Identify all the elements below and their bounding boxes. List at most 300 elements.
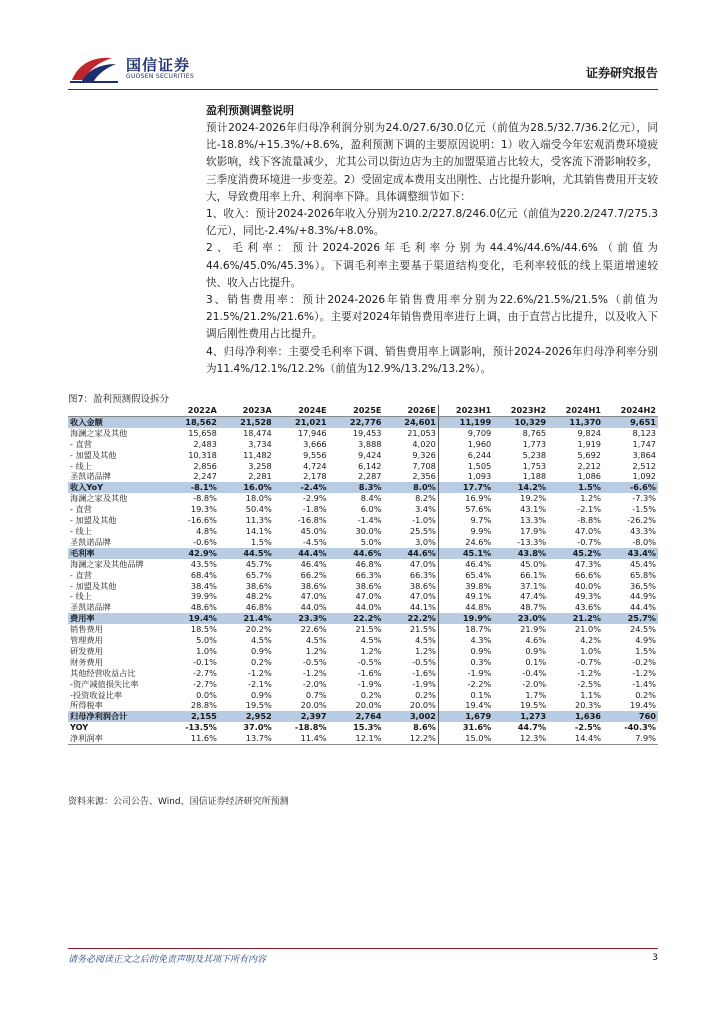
- table-cell: -1.2%: [577, 667, 601, 678]
- table-cell: 0.2%: [635, 689, 656, 700]
- row-label: 研发费用: [70, 645, 103, 656]
- table-cell: 45.4%: [629, 558, 656, 569]
- table-cell: 48.7%: [520, 602, 547, 613]
- table-cell: 68.4%: [190, 569, 217, 580]
- table-cell: -0.5%: [384, 657, 439, 668]
- table-cell: 0.9%: [250, 645, 272, 656]
- table-row: [68, 450, 658, 461]
- table-cell: 2,247: [193, 471, 217, 482]
- table-cell: 10,329: [493, 416, 548, 427]
- table-cell: 14.4%: [548, 733, 603, 744]
- table-cell: 21.4%: [219, 613, 274, 624]
- table-cell: 19.2%: [520, 493, 547, 504]
- table-cell: 2,155: [164, 711, 219, 722]
- table-cell: 18,562: [164, 416, 219, 427]
- table-cell: 47.0%: [300, 591, 327, 602]
- figure-title: 图7：盈利预测假设拆分: [68, 394, 170, 405]
- table-cell: -2.5%: [577, 678, 601, 689]
- table-row: [68, 613, 658, 624]
- table-cell: -2.7%: [193, 678, 217, 689]
- table-cell: -1.2%: [247, 667, 272, 678]
- table-cell: 9.9%: [470, 525, 492, 536]
- column-header: 2022A: [164, 405, 219, 416]
- table-cell: 4.2%: [580, 635, 601, 646]
- row-label: 其他经营收益占比: [70, 667, 136, 678]
- table-cell: 44.9%: [629, 591, 656, 602]
- table-cell: 1.7%: [525, 689, 547, 700]
- table-cell: 7,708: [384, 461, 439, 472]
- table-cell: 18,474: [243, 427, 272, 438]
- table-cell: 20.3%: [574, 700, 601, 711]
- page-number: 3: [652, 953, 658, 963]
- table-cell: 1,093: [467, 471, 492, 482]
- table-cell: -0.1%: [193, 656, 217, 667]
- column-header-label: [68, 405, 164, 416]
- table-cell: 9,824: [577, 427, 601, 438]
- table-cell: 39.9%: [190, 591, 217, 602]
- table-cell: -7.3%: [632, 493, 656, 504]
- table-cell: 21.9%: [520, 624, 547, 635]
- table-row: [68, 471, 658, 482]
- row-label: YOY: [70, 722, 89, 733]
- table-row: [68, 537, 658, 548]
- table-cell: 5.0%: [196, 635, 217, 646]
- table-cell: 49.3%: [574, 591, 601, 602]
- table-row: [68, 624, 658, 635]
- row-label: 销售费用: [70, 624, 103, 635]
- table-cell: 0.9%: [250, 689, 272, 700]
- table-cell: -16.8%: [297, 515, 327, 526]
- table-row: [68, 570, 658, 581]
- table-row: [68, 515, 658, 526]
- table-row: [68, 581, 658, 592]
- table-cell: 16.9%: [465, 493, 492, 504]
- table-cell: 3,258: [248, 460, 272, 471]
- table-row: [68, 548, 658, 559]
- table-cell: 0.3%: [470, 656, 492, 667]
- column-header: 2026E: [384, 405, 439, 416]
- table-cell: 2,281: [248, 471, 272, 482]
- table-cell: 23.0%: [493, 613, 548, 624]
- row-label: 所得税率: [70, 700, 103, 711]
- table-cell: 19.4%: [164, 613, 219, 624]
- row-label: -投资收益比率: [70, 689, 123, 700]
- table-cell: -1.2%: [632, 667, 656, 678]
- table-cell: 4.5%: [250, 635, 272, 646]
- row-label: 费用率: [68, 613, 164, 624]
- table-cell: 47.3%: [574, 558, 601, 569]
- table-cell: 5,692: [577, 449, 601, 460]
- table-cell: 2,287: [358, 471, 382, 482]
- table-cell: 57.6%: [465, 504, 492, 515]
- table-cell: 44.6%: [384, 548, 439, 559]
- row-label: 海澜之家及其他: [70, 427, 128, 438]
- table-cell: 4.9%: [635, 635, 656, 646]
- source-note: 资料来源：公司公告、Wind、国信证券经济研究所预测: [68, 797, 289, 807]
- table-cell: 4,724: [303, 460, 327, 471]
- row-label: 净利润率: [68, 733, 164, 744]
- table-cell: 42.9%: [164, 548, 219, 559]
- table-cell: 1.0%: [580, 645, 601, 656]
- table-cell: 2,952: [219, 711, 274, 722]
- row-label: - 线上: [70, 460, 92, 471]
- table-cell: 14.1%: [245, 525, 272, 536]
- table-cell: 12.3%: [493, 733, 548, 744]
- row-label: 圣凯诺品牌: [70, 471, 111, 482]
- table-cell: 43.5%: [190, 558, 217, 569]
- table-cell: 19.5%: [520, 700, 547, 711]
- table-cell: 21,053: [384, 428, 439, 439]
- table-row: [68, 690, 658, 701]
- table-cell: 4.5%: [305, 635, 327, 646]
- table-cell: 8.6%: [384, 722, 439, 733]
- table-cell: 43.3%: [629, 525, 656, 536]
- table-cell: 6.0%: [360, 504, 382, 515]
- table-row: [68, 635, 658, 646]
- table-cell: 17.9%: [520, 525, 547, 536]
- table-cell: 12.1%: [329, 733, 384, 744]
- table-cell: 65.7%: [245, 569, 272, 580]
- table-row: [68, 646, 658, 657]
- row-label: 收入YoY: [68, 482, 164, 493]
- table-cell: 1.2%: [305, 645, 327, 656]
- table-cell: 4.5%: [360, 635, 382, 646]
- table-row: [68, 504, 658, 515]
- row-label: - 线上: [70, 591, 92, 602]
- table-cell: -0.4%: [522, 667, 547, 678]
- row-label: - 直营: [70, 438, 92, 449]
- table-cell: 17,946: [297, 427, 327, 438]
- table-cell: 1,188: [522, 471, 547, 482]
- table-row: [68, 428, 658, 439]
- table-cell: 18.0%: [245, 493, 272, 504]
- table-cell: 19.4%: [465, 700, 492, 711]
- table-cell: -40.3%: [624, 722, 656, 733]
- table-cell: -2.9%: [302, 493, 327, 504]
- table-cell: 4.8%: [196, 525, 217, 536]
- paragraph-revenue: 1、收入：预计2024-2026年收入分别为210.2/227.8/246.0亿元（前值为220.2/247.7/275.3亿元），同比-2.4%/+8.3%/+8.0%。: [206, 208, 658, 238]
- table-cell: 7.9%: [603, 733, 658, 744]
- table-cell: 11.4%: [274, 733, 329, 744]
- table-cell: 49.1%: [465, 591, 492, 602]
- table-cell: 5.0%: [360, 536, 382, 547]
- table-row: [68, 657, 658, 668]
- table-row: [68, 591, 658, 602]
- table-cell: 8.3%: [329, 482, 384, 493]
- table-cell: 2,178: [303, 471, 327, 482]
- table-cell: 66.3%: [355, 569, 382, 580]
- table-cell: 66.2%: [300, 569, 327, 580]
- table-cell: 1,505: [467, 460, 492, 471]
- table-cell: 6,142: [358, 460, 382, 471]
- table-cell: 20.0%: [384, 700, 439, 711]
- table-cell: 47.4%: [520, 591, 547, 602]
- table-cell: 45.0%: [520, 558, 547, 569]
- table-cell: 1,773: [522, 438, 547, 449]
- table-cell: 37.0%: [243, 722, 272, 733]
- table-cell: -2.4%: [274, 482, 329, 493]
- row-label: 财务费用: [70, 656, 103, 667]
- table-cell: 38.6%: [384, 581, 439, 592]
- column-header: 2024H1: [548, 405, 603, 416]
- table-cell: 3,888: [358, 438, 382, 449]
- table-cell: -0.6%: [193, 536, 217, 547]
- column-header: 2023H1: [438, 405, 493, 416]
- table-cell: 22.2%: [384, 613, 439, 624]
- table-cell: 45.7%: [245, 558, 272, 569]
- table-cell: 22,776: [329, 416, 384, 427]
- table-cell: 65.4%: [465, 569, 492, 580]
- table-cell: 3,864: [632, 449, 656, 460]
- table-cell: -0.7%: [577, 536, 601, 547]
- table-cell: 20.0%: [300, 700, 327, 711]
- table-cell: 40.0%: [574, 580, 601, 591]
- table-cell: 21.5%: [355, 624, 382, 635]
- table-cell: 11.3%: [245, 515, 272, 526]
- paragraph-overview: 预计2024-2026年归母净利润分别为24.0/27.6/30.0亿元（前值为28.5/32.7/36.2亿元），同比-18.8%/+15.3%/+8.6%，盈利预测下调的主要原因说明：1）收入端受今年宏观消费环境疲软影响，线下客流量减少，尤其公司以街边店为主的加盟渠道占比较大，受客流下滑影响较多，三季度消费环境进一步变差。2）受固定成本费用支出刚性、占比提升影响，尤其销售费用开支较大，导致费用率上升、利润率下降。具体调整细节如下：: [206, 122, 658, 203]
- table-cell: 9,651: [603, 416, 658, 427]
- table-cell: 45.0%: [300, 525, 327, 536]
- table-cell: 37.1%: [520, 580, 547, 591]
- table-cell: 43.4%: [603, 548, 658, 559]
- logo-english-name: GUOSEN SECURITIES: [126, 73, 195, 80]
- table-cell: 20.0%: [355, 700, 382, 711]
- table-cell: 0.7%: [305, 689, 327, 700]
- table-cell: 3,734: [248, 438, 272, 449]
- table-cell: 21,021: [274, 416, 329, 427]
- table-cell: 44.8%: [465, 602, 492, 613]
- table-cell: -13.3%: [517, 536, 547, 547]
- table-cell: -1.9%: [467, 667, 492, 678]
- table-cell: 17.7%: [438, 482, 493, 493]
- table-cell: 48.2%: [245, 591, 272, 602]
- row-label: 归母净利润合计: [68, 711, 164, 722]
- table-cell: 44.6%: [329, 548, 384, 559]
- table-cell: 39.8%: [465, 580, 492, 591]
- table-cell: 21.5%: [384, 624, 439, 635]
- table-cell: 1.2%: [360, 645, 382, 656]
- row-label: 海澜之家及其他: [70, 493, 128, 504]
- table-cell: -1.2%: [302, 667, 327, 678]
- column-header: 2023A: [219, 405, 274, 416]
- table-cell: 4.5%: [384, 635, 439, 646]
- table-cell: -2.5%: [574, 722, 601, 733]
- table-cell: 1.0%: [196, 645, 217, 656]
- table-cell: 36.5%: [629, 580, 656, 591]
- paragraph-gross-margin: 2、毛利率：预计2024-2026年毛利率分别为44.4%/44.6%/44.6%（前值为44.6%/45.0%/45.3%）。下调毛利率主要基于渠道结构变化，毛利率较低的线上渠道增速较快、收入占比提升。: [206, 242, 658, 289]
- table-row: [68, 668, 658, 679]
- table-cell: 2,483: [193, 438, 217, 449]
- table-cell: 9.7%: [470, 515, 492, 526]
- table-cell: 16.0%: [219, 482, 274, 493]
- report-type-label: 证券研究报告: [585, 66, 658, 80]
- table-row: [68, 461, 658, 472]
- table-cell: 2,212: [577, 460, 601, 471]
- table-cell: -1.8%: [302, 504, 327, 515]
- table-cell: 1,747: [632, 438, 656, 449]
- table-cell: 23.3%: [274, 613, 329, 624]
- table-cell: 44.5%: [219, 548, 274, 559]
- table-cell: 0.9%: [525, 645, 547, 656]
- table-cell: 1,086: [577, 471, 601, 482]
- table-cell: 24,601: [384, 416, 439, 427]
- table-cell: 66.1%: [520, 569, 547, 580]
- table-cell: 2,764: [329, 711, 384, 722]
- table-cell: 0.2%: [250, 656, 272, 667]
- row-label: - 线上: [70, 525, 92, 536]
- row-label: - 直营: [70, 504, 92, 515]
- table-cell: 8.0%: [384, 482, 439, 493]
- table-cell: 13.3%: [520, 515, 547, 526]
- table-cell: 65.8%: [629, 569, 656, 580]
- row-label: 圣凯诺品牌: [70, 536, 111, 547]
- table-cell: 44.1%: [384, 602, 439, 613]
- table-cell: 1,636: [548, 711, 603, 722]
- table-cell: 3,666: [303, 438, 327, 449]
- table-row: [68, 711, 658, 722]
- table-cell: 19,453: [352, 427, 382, 438]
- table-cell: 1.2%: [580, 493, 601, 504]
- table-cell: -8.8%: [193, 493, 217, 504]
- table-cell: 44.0%: [355, 602, 382, 613]
- table-cell: -1.6%: [357, 667, 382, 678]
- table-cell: 1,753: [522, 460, 547, 471]
- table-cell: 0.0%: [196, 689, 217, 700]
- table-cell: 25.7%: [603, 613, 658, 624]
- table-cell: 4,020: [384, 439, 439, 450]
- table-cell: 4.3%: [470, 635, 492, 646]
- table-row: [68, 700, 658, 711]
- table-cell: 44.4%: [274, 548, 329, 559]
- table-cell: -13.5%: [185, 722, 217, 733]
- table-cell: 45.1%: [438, 548, 493, 559]
- table-cell: -0.7%: [577, 656, 601, 667]
- table-cell: 22.2%: [329, 613, 384, 624]
- table-cell: 0.9%: [470, 645, 492, 656]
- table-cell: 11,482: [243, 449, 272, 460]
- table-cell: 1,273: [493, 711, 548, 722]
- row-label: - 加盟及其他: [70, 515, 117, 526]
- table-row: [68, 416, 658, 427]
- table-cell: 31.6%: [462, 722, 492, 733]
- page-header: [68, 46, 658, 90]
- table-cell: 0.1%: [470, 689, 492, 700]
- table-cell: 760: [603, 711, 658, 722]
- table-cell: -16.6%: [187, 515, 217, 526]
- table-row: [68, 439, 658, 450]
- table-cell: 20.2%: [245, 624, 272, 635]
- table-cell: 28.8%: [190, 700, 217, 711]
- table-cell: 24.5%: [629, 624, 656, 635]
- table-cell: 46.4%: [300, 558, 327, 569]
- column-header: 2024H2: [603, 405, 658, 416]
- table-cell: 19.9%: [438, 613, 493, 624]
- table-cell: 19.4%: [629, 700, 656, 711]
- table-cell: 10,318: [188, 449, 217, 460]
- table-cell: 43.6%: [574, 602, 601, 613]
- table-cell: 4.6%: [525, 635, 547, 646]
- table-cell: 0.1%: [525, 656, 547, 667]
- table-cell: -6.6%: [603, 482, 658, 493]
- table-cell: 38.4%: [190, 580, 217, 591]
- table-cell: 47.0%: [574, 525, 601, 536]
- table-cell: 1.5%: [548, 482, 603, 493]
- table-cell: 44.0%: [300, 602, 327, 613]
- header-divider: [68, 89, 658, 90]
- table-cell: -1.0%: [384, 515, 439, 526]
- table-cell: 46.8%: [355, 558, 382, 569]
- table-cell: 44.4%: [629, 602, 656, 613]
- table-cell: 19.3%: [190, 504, 217, 515]
- table-header-row: [68, 405, 658, 416]
- table-cell: 8.2%: [384, 493, 439, 504]
- table-cell: 9,326: [384, 450, 439, 461]
- table-cell: 38.6%: [245, 580, 272, 591]
- table-row: [68, 526, 658, 537]
- table-cell: -8.0%: [632, 536, 656, 547]
- table-cell: -0.5%: [302, 656, 327, 667]
- table-cell: 38.6%: [355, 580, 382, 591]
- table-cell: 14.2%: [493, 482, 548, 493]
- table-cell: 38.6%: [300, 580, 327, 591]
- row-label: - 直营: [70, 569, 92, 580]
- table-cell: -26.2%: [627, 515, 656, 526]
- table-row: [68, 733, 658, 744]
- table-cell: 12.2%: [384, 733, 439, 744]
- table-cell: -2.7%: [193, 667, 217, 678]
- table-row: [68, 679, 658, 690]
- logo-chinese-name: 国信证券: [126, 56, 191, 74]
- table-cell: 21,528: [219, 416, 274, 427]
- table-cell: 21.0%: [574, 624, 601, 635]
- table-row: [68, 559, 658, 570]
- table-cell: 8,765: [522, 427, 547, 438]
- table-row: [68, 602, 658, 613]
- table-cell: 43.1%: [520, 504, 547, 515]
- footer-divider: [68, 948, 658, 949]
- table-cell: 3.4%: [384, 504, 439, 515]
- table-cell: -1.9%: [357, 678, 382, 689]
- footer-disclaimer: 请务必阅读正文之后的免责声明及其项下所有内容: [68, 955, 267, 965]
- table-cell: 1.5%: [635, 645, 656, 656]
- table-row: [68, 493, 658, 504]
- table-cell: 24.6%: [465, 536, 492, 547]
- table-cell: -18.8%: [294, 722, 327, 733]
- table-cell: 5,238: [522, 449, 547, 460]
- forecast-adjustment-section: [206, 102, 658, 378]
- table-row: [68, 482, 658, 493]
- table-cell: 66.3%: [384, 570, 439, 581]
- table-cell: 18.5%: [190, 624, 217, 635]
- table-cell: 22.6%: [300, 624, 327, 635]
- guosen-logo-mark-icon: [68, 54, 120, 84]
- table-row: [68, 722, 658, 733]
- table-cell: 25.5%: [384, 526, 439, 537]
- row-label: 毛利率: [68, 548, 164, 559]
- table-cell: 11,370: [548, 416, 603, 427]
- table-cell: 18.7%: [465, 624, 492, 635]
- table-cell: 0.2%: [360, 689, 382, 700]
- row-label: -资产减值损失比率: [70, 678, 139, 689]
- table-cell: -0.2%: [632, 656, 656, 667]
- section-title: 盈利预测调整说明: [206, 104, 294, 117]
- table-cell: -1.4%: [632, 678, 656, 689]
- row-label: - 加盟及其他: [70, 449, 117, 460]
- paragraph-sales-expense: 3、销售费用率：预计2024-2026年销售费用率分别为22.6%/21.5%/21.5%（前值为21.5%/21.2%/21.6%）。主要对2024年销售费用率进行上调，由于直营占比提升，以及收入下调后刚性费用占比提升。: [206, 294, 658, 341]
- table-cell: 45.2%: [548, 548, 603, 559]
- table-cell: 50.4%: [245, 504, 272, 515]
- table-cell: 15.0%: [438, 733, 493, 744]
